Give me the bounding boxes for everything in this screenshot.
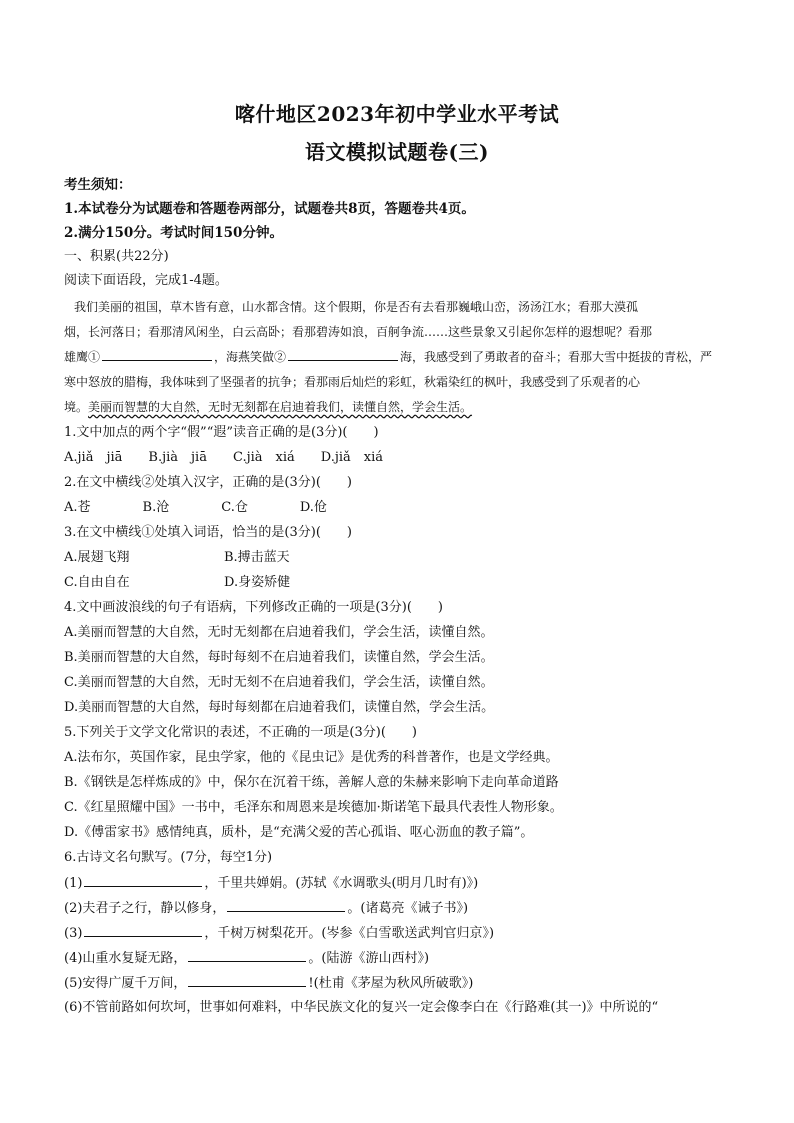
option-d: D.美丽而智慧的大自然，每时每刻都在启迪着我们，读懂自然，学会生活。 (64, 700, 495, 715)
question-stem: 4.文中画波浪线的句子有语病，下列修改正确的一项是(3分)( ) (64, 600, 443, 615)
option-row (64, 574, 736, 592)
passage-text: 海，我感受到了勇敢者的奋斗；看那大雪中挺拔的青松，严 (400, 350, 713, 364)
option-b: B.美丽而智慧的大自然，每时每刻不在启迪着我们，读懂自然，学会生活。 (64, 650, 494, 665)
option-c: C.自由自在 (64, 575, 130, 590)
option-a: A.法布尔，英国作家，昆虫学家，他的《昆虫记》是优秀的科普著作，也是文学经典。 (64, 750, 559, 765)
fill-text: (5)安得广厦千万间， (64, 976, 187, 991)
answer-blank (84, 924, 202, 937)
section-instruction: 阅读下面语段，完成1-4题。 (64, 273, 228, 288)
answer-blank (188, 949, 306, 962)
page-title: 喀什地区2023年初中学业水平考试 (234, 102, 560, 126)
fill-label: (3) (64, 926, 83, 941)
fill-text: (4)山重水复疑无路， (64, 951, 187, 966)
question-options: A.jiǎ jiā B.jià jiā C.jià xiá D.jiǎ xiá (64, 450, 384, 465)
fill-text: !(杜甫《茅屋为秋风所破歌》) (308, 976, 474, 991)
question-stem: 5.下列关于文学文化常识的表述，不正确的一项是(3分)( ) (64, 725, 417, 740)
option-d: D.身姿矫健 (224, 575, 291, 590)
fill-text: ，千里共婵娟。(苏轼《水调歌头(明月几时有)》) (204, 876, 479, 891)
page-subtitle: 语文模拟试题卷(三) (305, 140, 489, 164)
option-d: D.《傅雷家书》感情纯真，质朴，是“充满父爱的苦心孤诣、呕心沥血的教子篇”。 (64, 825, 534, 840)
notice-item: 1.本试卷分为试题卷和答题卷两部分，试题卷共8页，答题卷共4页。 (64, 201, 475, 217)
answer-blank (227, 899, 345, 912)
answer-blank (188, 974, 306, 987)
passage-text: 雄鹰① (64, 350, 101, 364)
question-stem: 2.在文中横线②处填入汉字，正确的是(3分)( ) (64, 475, 352, 490)
passage-line: 寒中怒放的腊梅，我体味到了坚强者的抗争；看那雨后灿烂的彩虹，秋霜染红的枫叶，我感受到了乐观者的心 (64, 375, 641, 389)
fill-text: 。(陆游《游山西村》) (308, 951, 430, 966)
fill-item (64, 974, 736, 993)
fill-item (64, 924, 736, 943)
question-stem: 6.古诗文名句默写。(7分，每空1分) (64, 850, 273, 865)
fill-item: (6)不管前路如何坎坷，世事如何难料，中华民族文化的复兴一定会像李白在《行路难(其一)》中所说的“ (64, 1000, 659, 1015)
answer-blank (84, 874, 202, 887)
fill-text: 。(诸葛亮《诫子书》) (347, 901, 469, 916)
passage-text: 境。 (64, 400, 89, 414)
option-b: B.《钢铁是怎样炼成的》中，保尔在沉着干练，善解人意的朱赫来影响下走向革命道路 (64, 775, 559, 790)
option-a: A.展翅飞翔 (64, 550, 130, 565)
passage-line (64, 348, 736, 366)
passage-line: 我们美丽的祖国，草木皆有意，山水都含情。这个假期，你是否有去看那巍峨山峦，汤汤江水；看那大漠孤 (74, 300, 639, 314)
blank-1 (102, 348, 212, 361)
option-c: C.美丽而智慧的大自然，无时无刻不在启迪着我们，学会生活，读懂自然。 (64, 675, 494, 690)
blank-2 (288, 348, 398, 361)
option-c: C.《红星照耀中国》一书中，毛泽东和周恩来是埃德加·斯诺笔下最具代表性人物形象。 (64, 800, 563, 815)
section-heading: 一、积累(共22分) (64, 249, 169, 264)
option-b: B.搏击蓝天 (224, 550, 290, 565)
passage-text: ，海燕笑做② (214, 350, 287, 364)
fill-text: (2)夫君子之行，静以修身， (64, 901, 226, 916)
question-options: A.苍 B.沧 C.仓 D.伧 (64, 500, 327, 515)
fill-item (64, 949, 736, 968)
question-stem: 3.在文中横线①处填入词语，恰当的是(3分)( ) (64, 525, 352, 540)
passage-line: 烟，长河落日；看那清风闲坐，白云高卧；看那碧涛如浪，百舸争流……这些景象又引起你怎样的遐想呢？看那 (64, 325, 653, 339)
passage-line (64, 398, 736, 416)
notice-item: 2.满分150分。考试时间150分钟。 (64, 225, 283, 241)
fill-item (64, 899, 736, 918)
notice-heading: 考生须知： (64, 177, 132, 193)
question-stem: 1.文中加点的两个字“假”“遐”读音正确的是(3分)( ) (64, 425, 379, 440)
fill-text: ，千树万树梨花开。(岑参《白雪歌送武判官归京》) (204, 926, 495, 941)
fill-label: (1) (64, 876, 83, 891)
option-row (64, 549, 736, 567)
option-a: A.美丽而智慧的大自然，无时无刻都在启迪着我们，学会生活，读懂自然。 (64, 625, 494, 640)
wavy-underlined-sentence: 美丽而智慧的大自然，无时无刻都在启迪着我们，读懂自然，学会生活。 (88, 400, 473, 414)
fill-item (64, 874, 736, 893)
